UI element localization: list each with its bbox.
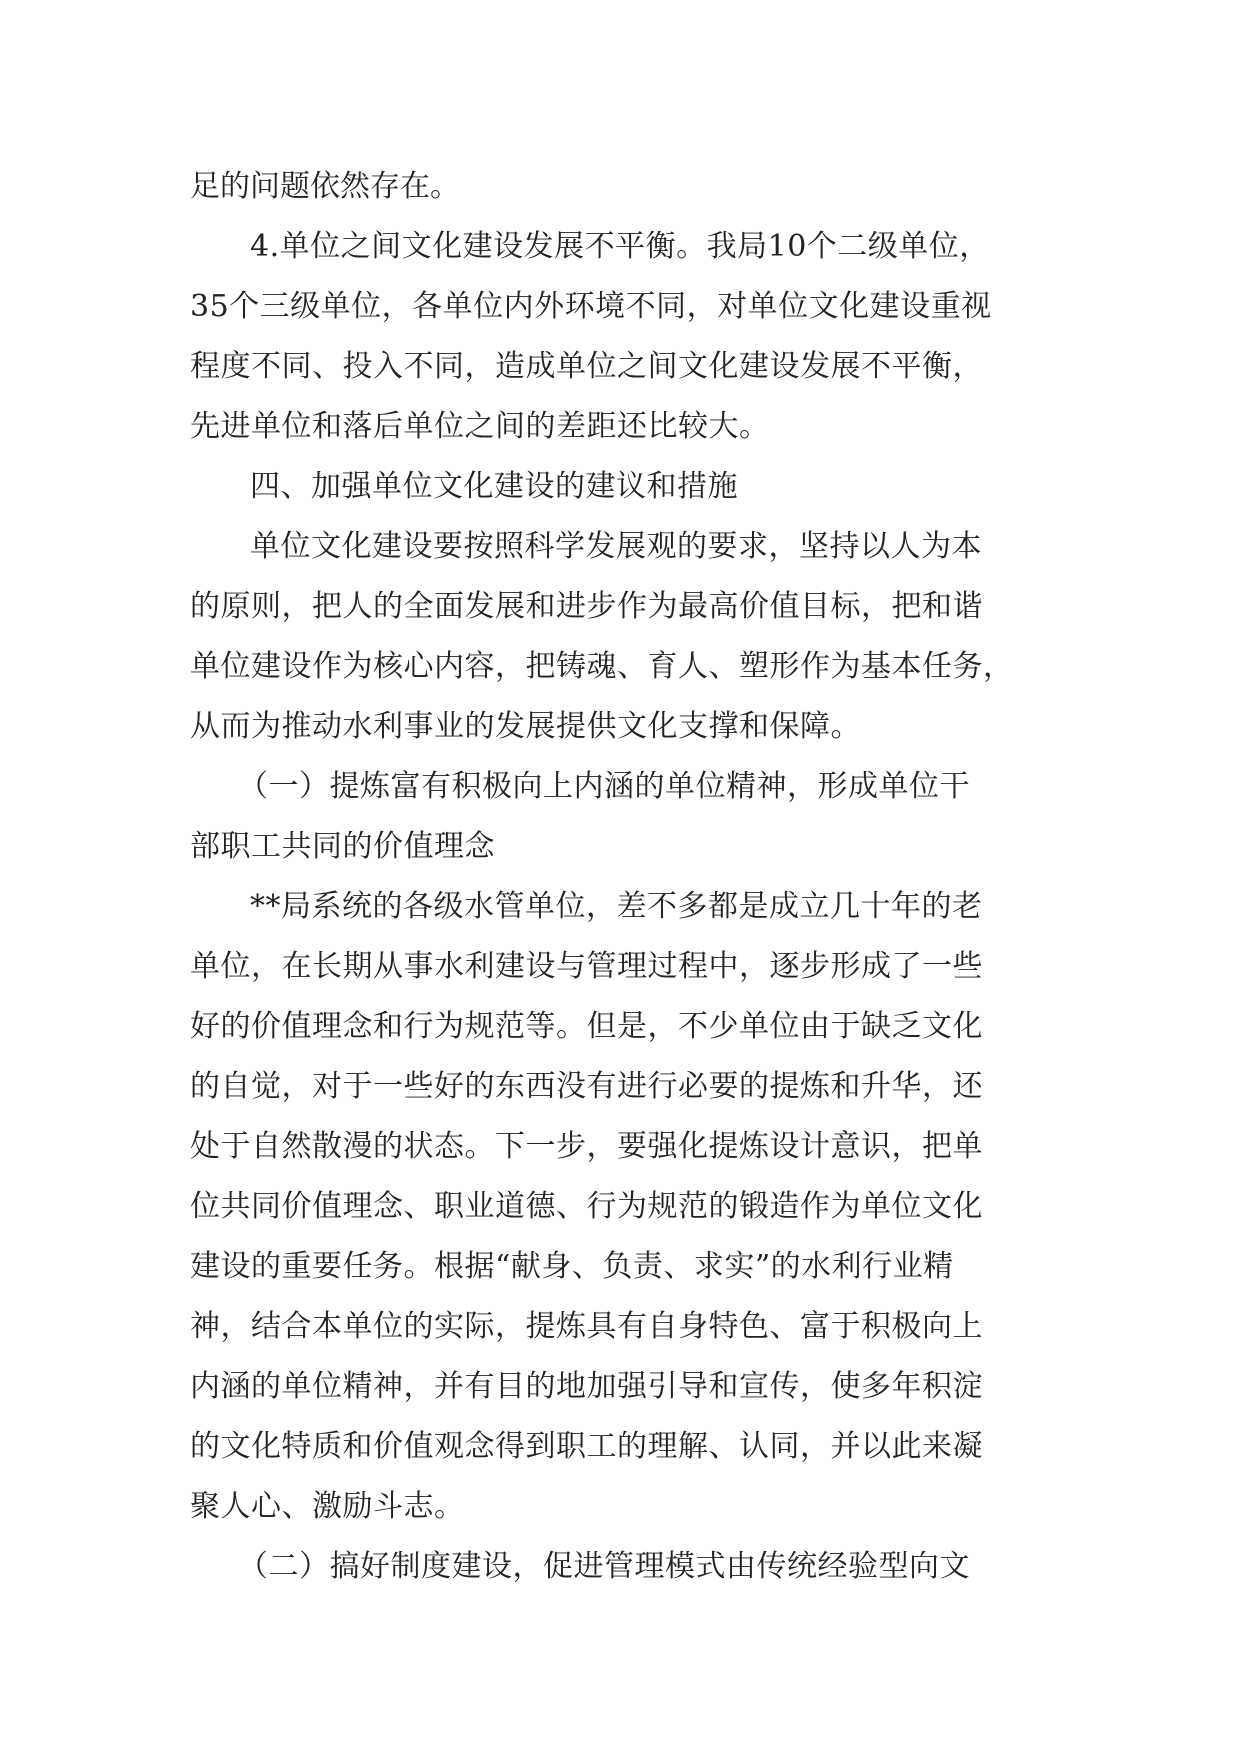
- text-line: 神，结合本单位的实际，提炼具有自身特色、富于积极向上: [190, 1309, 983, 1344]
- section-heading: 四、加强单位文化建设的建议和措施: [250, 469, 738, 504]
- text-line: 的文化特质和价值观念得到职工的理解、认同，并以此来凝: [190, 1429, 983, 1464]
- subsection-heading: （二）搞好制度建设，促进管理模式由传统经验型向文: [238, 1549, 970, 1584]
- text-line: 好的价值理念和行为规范等。但是，不少单位由于缺乏文化: [190, 1009, 983, 1044]
- text-line: 单位，在长期从事水利建设与管理过程中，逐步形成了一些: [190, 949, 983, 984]
- text-line: 内涵的单位精神，并有目的地加强引导和宣传，使多年积淀: [190, 1369, 983, 1404]
- text-line: **局系统的各级水管单位，差不多都是成立几十年的老: [250, 889, 983, 924]
- text-line: 程度不同、投入不同，造成单位之间文化建设发展不平衡，: [190, 349, 983, 384]
- text-line: 从而为推动水利事业的发展提供文化支撑和保障。: [190, 709, 861, 744]
- text-line: 35个三级单位，各单位内外环境不同，对单位文化建设重视: [190, 289, 992, 324]
- subsection-heading-continued: 部职工共同的价值理念: [190, 829, 495, 864]
- text-line: 4.单位之间文化建设发展不平衡。我局10个二级单位，: [250, 229, 990, 264]
- text-line: 单位建设作为核心内容，把铸魂、育人、塑形作为基本任务，: [190, 649, 1014, 684]
- text-line: 的自觉，对于一些好的东西没有进行必要的提炼和升华，还: [190, 1069, 983, 1104]
- text-line: 建设的重要任务。根据“献身、负责、求实”的水利行业精: [190, 1249, 954, 1284]
- text-line: 先进单位和落后单位之间的差距还比较大。: [190, 409, 770, 444]
- text-line: 足的问题依然存在。: [190, 169, 460, 204]
- text-line: 位共同价值理念、职业道德、行为规范的锻造作为单位文化: [190, 1189, 983, 1224]
- text-line: 的原则，把人的全面发展和进步作为最高价值目标，把和谐: [190, 589, 983, 624]
- text-line: 单位文化建设要按照科学发展观的要求，坚持以人为本: [250, 529, 982, 564]
- text-line: 处于自然散漫的状态。下一步，要强化提炼设计意识，把单: [190, 1129, 983, 1164]
- text-line: 聚人心、激励斗志。: [190, 1489, 465, 1524]
- subsection-heading: （一）提炼富有积极向上内涵的单位精神，形成单位干: [238, 769, 970, 804]
